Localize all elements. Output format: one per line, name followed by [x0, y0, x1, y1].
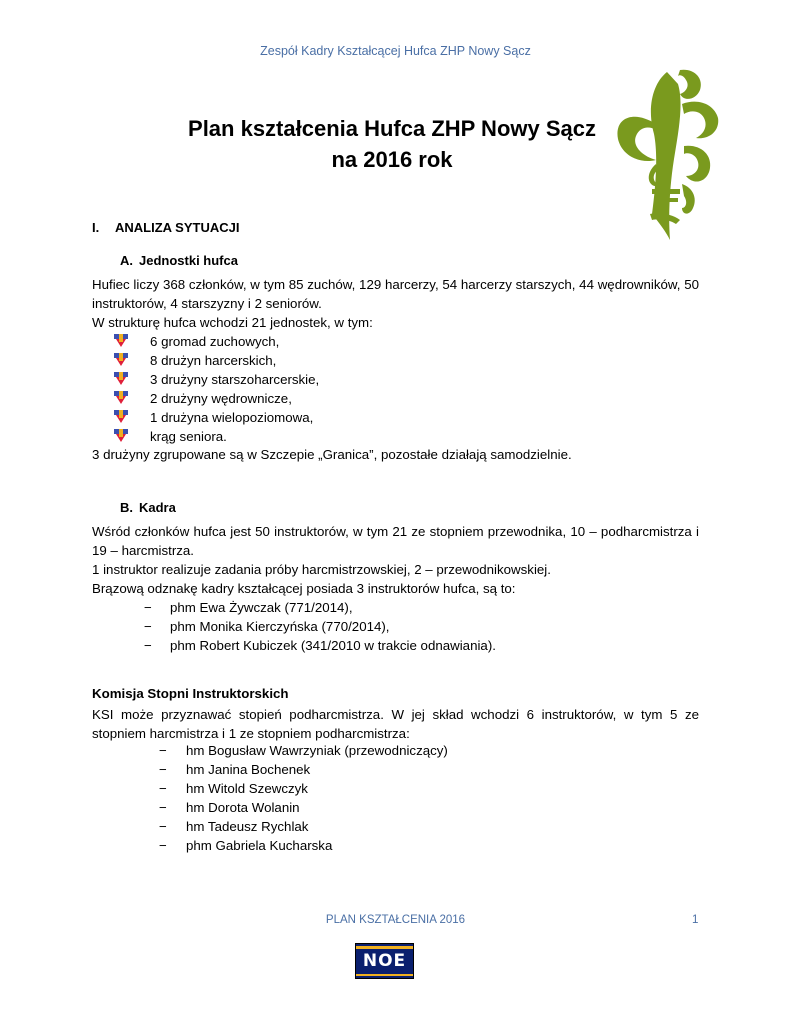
list-item-text: hm Dorota Wolanin [186, 800, 300, 815]
arrow-bullet-icon [114, 391, 128, 405]
subsection-number: B. [120, 500, 133, 515]
list-item-text: phm Gabriela Kucharska [186, 838, 333, 853]
subsection-number: A. [120, 253, 133, 268]
subsection-title: Jednostki hufca [139, 253, 238, 268]
list-item-text: 3 drużyny starszoharcerskie, [150, 372, 320, 387]
paragraph-badge: Brązową odznakę kadry kształcącej posiada 3 instruktorów hufca, są to: [92, 581, 516, 596]
dash-bullet: − [159, 781, 167, 796]
ksi-heading: Komisja Stopni Instruktorskich [92, 686, 289, 701]
dash-bullet: − [144, 600, 152, 615]
paragraph-trials: 1 instruktor realizuje zadania próby harcmistrzowskiej, 2 – przewodnikowskiej. [92, 562, 551, 577]
page-number: 1 [692, 914, 699, 926]
paragraph-szczep: 3 drużyny zgrupowane są w Szczepie „Granica”, pozostałe działają samodzielnie. [92, 447, 572, 462]
logo-top-stripe [356, 946, 413, 949]
list-item-text: 1 drużyna wielopoziomowa, [150, 410, 314, 425]
title-line-1: Plan kształcenia Hufca ZHP Nowy Sącz [188, 116, 596, 141]
arrow-bullet-icon [114, 353, 128, 367]
subsection-title: Kadra [139, 500, 176, 515]
list-item-text: hm Tadeusz Rychlak [186, 819, 309, 834]
list-item-text: hm Bogusław Wawrzyniak (przewodniczący) [186, 743, 448, 758]
dash-bullet: − [159, 819, 167, 834]
dash-bullet: − [159, 762, 167, 777]
list-item-text: hm Janina Bochenek [186, 762, 311, 777]
kadra-list [92, 598, 592, 655]
subsection-heading-kadra [120, 500, 176, 515]
list-item-text: phm Ewa Żywczak (771/2014), [170, 600, 353, 615]
dash-bullet: − [159, 800, 167, 815]
units-list [92, 332, 592, 446]
dash-bullet: − [144, 619, 152, 634]
section-title: ANALIZA SYTUACJI [115, 220, 240, 235]
list-item-text: phm Robert Kubiczek (341/2010 w trakcie odnawiania). [170, 638, 496, 653]
arrow-bullet-icon [114, 334, 128, 348]
dash-bullet: − [159, 838, 167, 853]
ksi-members-list [92, 741, 592, 855]
subsection-heading-jednostki [120, 253, 238, 268]
page-header: Zespół Kadry Kształcącej Hufca ZHP Nowy Sącz [260, 44, 531, 58]
paragraph-units-intro: W strukturę hufca wchodzi 21 jednostek, w tym: [92, 315, 373, 330]
dash-bullet: − [159, 743, 167, 758]
list-item-text: hm Witold Szewczyk [186, 781, 308, 796]
page-footer: PLAN KSZTAŁCENIA 2016 [325, 914, 466, 926]
section-heading-analiza [92, 220, 239, 235]
arrow-bullet-icon [114, 429, 128, 443]
paragraph-instructors: Wśród członków hufca jest 50 instruktorów, w tym 21 ze stopniem przewodnika, 10 – podharcmistrza i 19 – harcmistrza. [92, 524, 699, 558]
paragraph-ksi: KSI może przyznawać stopień podharcmistrza. W jej skład wchodzi 6 instruktorów, w tym 5 ze stopniem harcmistrza i 1 ze stopniem podharcmistrza: [92, 707, 699, 741]
list-item-text: 2 drużyny wędrownicze, [150, 391, 292, 406]
paragraph-members: Hufiec liczy 368 członków, w tym 85 zuchów, 129 harcerzy, 54 harcerzy starszych, 44 wędrowników, 50 instruktorów, 4 starszyzny i 2 seniorów. [92, 277, 699, 311]
page-title [92, 113, 692, 175]
list-item-text: 6 gromad zuchowych, [150, 334, 280, 349]
logo-text: NOE [362, 951, 407, 971]
list-item-text: 8 drużyn harcerskich, [150, 353, 277, 368]
zhp-lily-logo [612, 64, 724, 240]
logo-bottom-stripe [356, 974, 413, 976]
arrow-bullet-icon [114, 372, 128, 386]
dash-bullet: − [144, 638, 152, 653]
section-number: I. [92, 220, 100, 235]
list-item-text: krąg seniora. [150, 429, 227, 444]
noe-logo [355, 943, 414, 979]
title-line-2: na 2016 rok [331, 147, 453, 172]
list-item-text: phm Monika Kierczyńska (770/2014), [170, 619, 390, 634]
arrow-bullet-icon [114, 410, 128, 424]
